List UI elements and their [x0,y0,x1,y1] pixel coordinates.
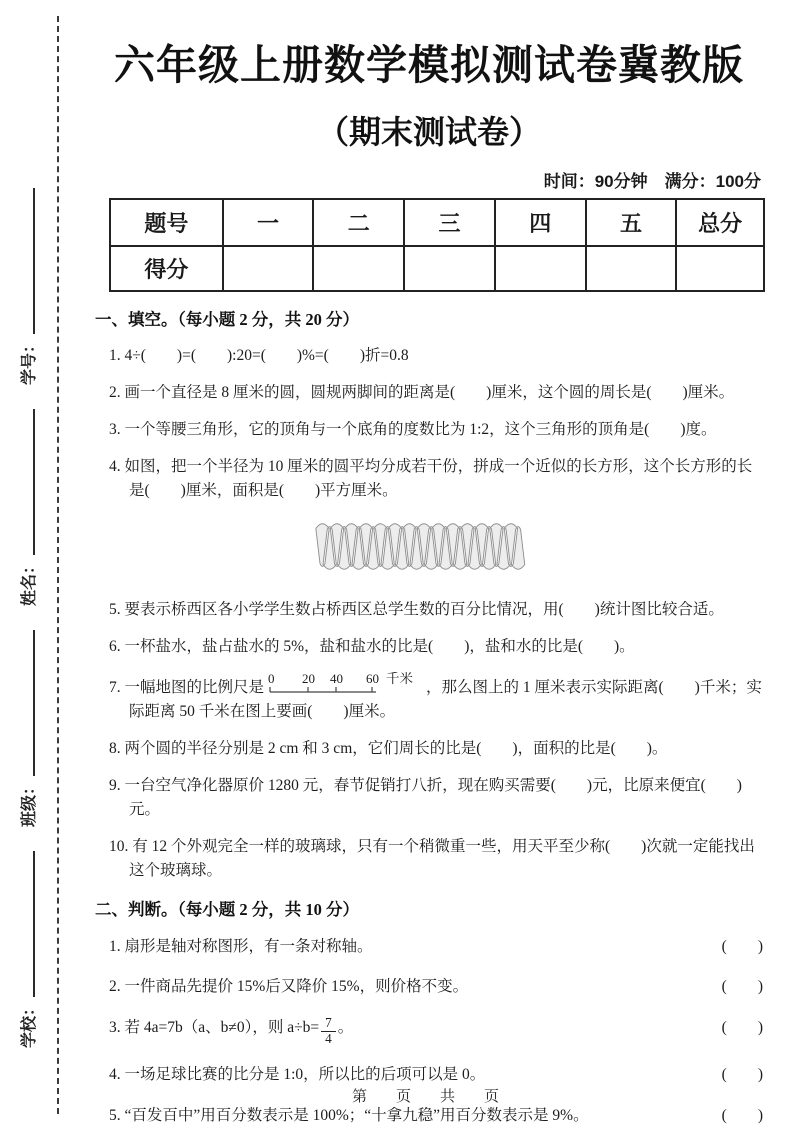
fill-question-6: 6. 一杯盐水，盐占盐水的 5%，盐和盐水的比是( )，盐和水的比是( )。 [109,638,635,656]
judge-question-1 [109,934,763,958]
page-title: 六年级上册数学模拟测试卷冀教版 [114,42,744,88]
page-subtitle: （期末测试卷） [316,114,541,150]
judge-answer-blank-2: ( ) [721,978,763,996]
map-scale-bar [266,672,424,698]
student-number-blank-line [33,188,35,334]
score-table-value-row [110,246,764,291]
school-blank-line [33,851,35,997]
score-table-header-cell: 四 [495,199,586,246]
judge-answer-blank-5: ( ) [721,1106,763,1124]
scale-tick-60: 60 [366,672,380,687]
score-table-header-cell: 一 [223,199,314,246]
judge-answer-blank-1: ( ) [721,938,763,956]
judge-question-5-text: 5. “百发百中”用百分数表示是 100%；“十拿九稳”用百分数表示是 9%。 [109,1106,589,1124]
score-row-label: 得分 [110,246,223,291]
scale-tick-40: 40 [330,672,344,687]
fill-question-4: 4. 如图，把一个半径为 10 厘米的圆平均分成若干份，拼成一个近似的长方形，这个长方形的长是( )厘米，面积是( )平方厘米。 [109,458,753,500]
judge-question-3-prefix: 3. 若 4a=7b（a、b≠0），则 a÷b= [109,1018,320,1036]
score-cell [223,246,314,291]
class-field [16,606,39,827]
score-cell [313,246,404,291]
score-table-header-cell: 三 [404,199,495,246]
score-cell [586,246,677,291]
fill-question-5: 5. 要表示桥西区各小学学生数占桥西区总学生数的百分比情况，用( )统计图比较合适。 [109,601,724,619]
school-label: 学校： [20,999,38,1048]
fill-question-7-prefix: 7. 一幅地图的比例尺是 [109,679,265,697]
judge-question-5 [109,1103,763,1127]
fraction-numerator: 7 [321,1016,336,1031]
score-cell [676,246,764,291]
fill-question-3: 3. 一个等腰三角形，它的顶角与一个底角的度数比为 1:2，这个三角形的顶角是( )度。 [109,421,717,439]
score-table-header-cell: 总分 [676,199,764,246]
judge-question-1-text: 1. 扇形是轴对称图形，有一条对称轴。 [109,938,373,956]
name-blank-line [33,409,35,555]
fill-question-8: 8. 两个圆的半径分别是 2 cm 和 3 cm，它们周长的比是( )，面积的比是( )。 [109,740,668,758]
class-label: 班级： [20,778,38,827]
score-cell [404,246,495,291]
student-number-field [16,164,39,385]
judge-question-4-text: 4. 一场足球比赛的比分是 1:0，所以比的后项可以是 0。 [109,1066,486,1084]
fill-question-10: 10. 有 12 个外观完全一样的玻璃球，只有一个稍微重一些，用天平至少称( )次就一定能找出这个玻璃球。 [109,838,755,880]
fill-question-1: 1. 4÷( )=( ):20=( )%=( )折=0.8 [109,347,409,364]
name-label: 姓名： [20,557,38,606]
judge-question-3-suffix: 。 [337,1018,354,1036]
school-field [16,827,39,1048]
judge-question-3-text [109,1016,691,1047]
judge-question-2 [109,974,763,998]
fill-question-2: 2. 画一个直径是 8 厘米的圆，圆规两脚间的距离是( )厘米，这个圆的周长是( )厘米。 [109,384,735,402]
score-table [109,198,765,292]
time-score-info: 时间：90分钟 满分：100分 [543,172,761,191]
student-info-strip [6,53,48,1048]
score-table-header-cell: 五 [586,199,677,246]
scale-unit-label: 千米 [386,672,414,687]
judge-answer-blank-3: ( ) [721,1018,763,1036]
name-field [16,385,39,606]
judge-question-2-text: 2. 一件商品先提价 15%后又降价 15%，则价格不变。 [109,978,469,996]
judge-answer-blank-4: ( ) [721,1066,763,1084]
scale-tick-20: 20 [302,672,316,687]
score-table-header-cell: 二 [313,199,404,246]
fill-question-7-suffix: ，那么图上的 1 厘米表示实际距离( )千米；实际距离 50 千米在图上要画( )厘米。 [129,679,762,721]
circle-sectors-figure [313,516,763,582]
page-footer: 第 页 共 页 [351,1088,506,1105]
fill-question-9: 9. 一台空气净化器原价 1280 元，春节促销打八折，现在购买需要( )元，比原来便宜( )元。 [109,777,742,819]
judge-question-3 [109,1015,763,1047]
seal-dashed-line [57,16,59,1114]
judge-question-4 [109,1062,763,1086]
section-fill-heading: 一、填空。（每小题 2 分，共 20 分） [95,310,359,329]
exam-paper [95,0,763,1127]
score-cell [495,246,586,291]
score-table-header-cell: 题号 [110,199,223,246]
fraction-denominator: 4 [325,1030,332,1046]
scale-tick-0: 0 [268,672,275,687]
section-judge-heading: 二、判断。（每小题 2 分，共 10 分） [95,900,359,920]
fraction-seven-fourths [321,1016,336,1046]
student-number-label: 学号： [20,336,38,385]
score-table-header-row [110,199,764,246]
fill-question-7 [109,672,763,724]
class-blank-line [33,630,35,776]
